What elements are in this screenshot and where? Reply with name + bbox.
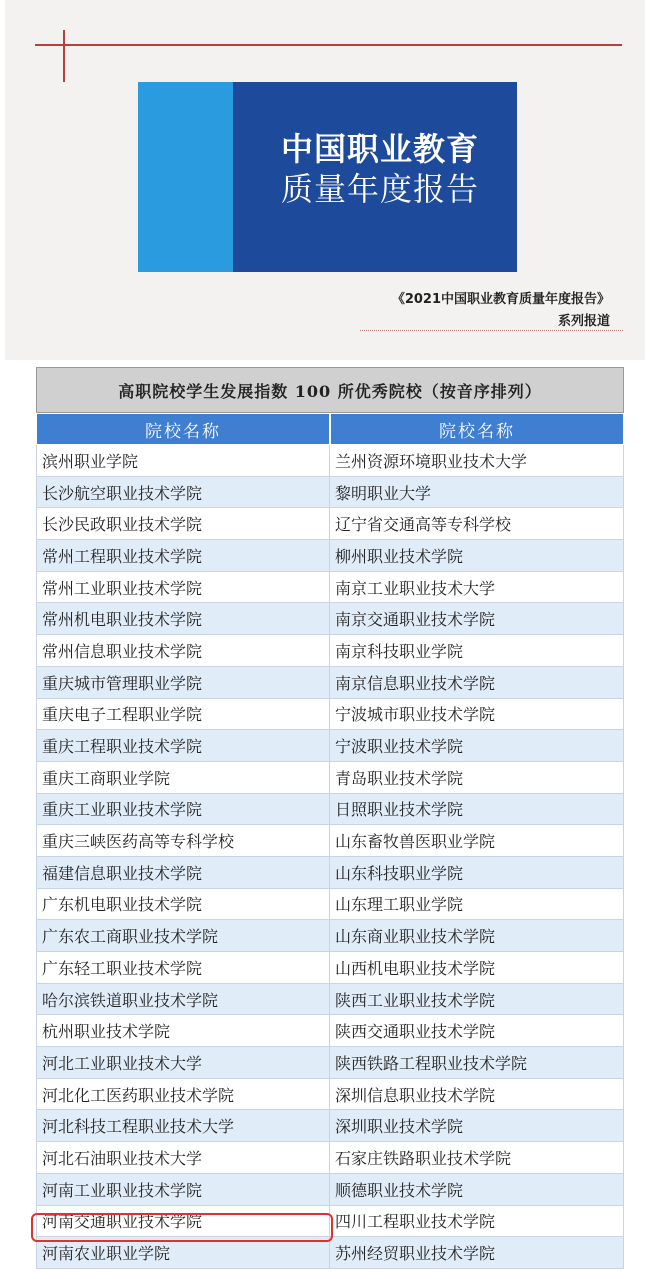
school-name-cell: 南京信息职业技术学院: [330, 667, 624, 699]
school-name-cell: 山东畜牧兽医职业学院: [330, 825, 624, 857]
table-row: [36, 1110, 624, 1142]
school-name-cell: 陕西铁路工程职业技术学院: [330, 1047, 624, 1079]
table-row: [36, 572, 624, 604]
table-header-row: [36, 413, 624, 445]
table-row: [36, 667, 624, 699]
school-name-cell: 河北石油职业技术大学: [36, 1142, 330, 1174]
school-name-cell: 山西机电职业技术学院: [330, 952, 624, 984]
school-name-cell: 重庆三峡医药高等专科学校: [36, 825, 330, 857]
school-name-cell: 南京工业职业技术大学: [330, 572, 624, 604]
school-name-cell: 黎明职业大学: [330, 477, 624, 509]
school-name-cell: 宁波城市职业技术学院: [330, 699, 624, 731]
school-name-cell: 河南交通职业技术学院: [36, 1206, 330, 1238]
school-name-cell: 兰州资源环境职业技术大学: [330, 445, 624, 477]
cover-accent-block: [138, 82, 233, 272]
school-name-cell: 哈尔滨铁道职业技术学院: [36, 984, 330, 1016]
caption-dotted-rule: [360, 330, 623, 331]
school-name-cell: 重庆城市管理职业学院: [36, 667, 330, 699]
school-name-cell: 常州机电职业技术学院: [36, 603, 330, 635]
series-caption: 系列报道: [557, 314, 610, 329]
school-name-cell: 常州信息职业技术学院: [36, 635, 330, 667]
table-row: [36, 1047, 624, 1079]
school-name-cell: 山东商业职业技术学院: [330, 920, 624, 952]
school-name-cell: 青岛职业技术学院: [330, 762, 624, 794]
school-name-cell: 常州工程职业技术学院: [36, 540, 330, 572]
school-name-cell: 柳州职业技术学院: [330, 540, 624, 572]
school-name-cell: 常州工业职业技术学院: [36, 572, 330, 604]
table-row: [36, 857, 624, 889]
table-row: [36, 508, 624, 540]
table-row: [36, 1079, 624, 1111]
table-row: [36, 825, 624, 857]
school-name-cell: 顺德职业技术学院: [330, 1174, 624, 1206]
banner-rule-horizontal: [35, 44, 622, 46]
table-row: [36, 603, 624, 635]
table-row: [36, 699, 624, 731]
school-name-cell: 重庆工程职业技术学院: [36, 730, 330, 762]
column-header: 院校名称: [330, 413, 624, 445]
school-name-cell: 广东农工商职业技术学院: [36, 920, 330, 952]
school-name-cell: 福建信息职业技术学院: [36, 857, 330, 889]
school-name-cell: 山东理工职业学院: [330, 889, 624, 921]
banner-rule-vertical: [63, 30, 65, 82]
schools-table: [36, 367, 624, 1269]
school-name-cell: 杭州职业技术学院: [36, 1015, 330, 1047]
table-row: [36, 1015, 624, 1047]
table-row: [36, 952, 624, 984]
cover-block: [233, 82, 517, 272]
school-name-cell: 河北科技工程职业技术大学: [36, 1110, 330, 1142]
table-row: [36, 889, 624, 921]
school-name-cell: 深圳信息职业技术学院: [330, 1079, 624, 1111]
table-row: [36, 1142, 624, 1174]
report-caption: 《2021中国职业教育质量年度报告》: [391, 292, 610, 307]
school-name-cell: 广东机电职业技术学院: [36, 889, 330, 921]
table-row: [36, 984, 624, 1016]
table-body: [36, 445, 624, 1269]
school-name-cell: 重庆工业职业技术学院: [36, 794, 330, 826]
cover-title-line-1: 中国职业教育: [281, 130, 480, 168]
table-row: [36, 762, 624, 794]
school-name-cell: 南京科技职业学院: [330, 635, 624, 667]
report-banner: [5, 0, 645, 360]
school-name-cell: 长沙航空职业技术学院: [36, 477, 330, 509]
school-name-cell: 河南农业职业学院: [36, 1237, 330, 1269]
table-title: 高职院校学生发展指数 100 所优秀院校（按音序排列）: [36, 367, 624, 413]
table-row: [36, 1174, 624, 1206]
school-name-cell: 四川工程职业技术学院: [330, 1206, 624, 1238]
school-name-cell: 长沙民政职业技术学院: [36, 508, 330, 540]
table-row: [36, 794, 624, 826]
school-name-cell: 河南工业职业技术学院: [36, 1174, 330, 1206]
school-name-cell: 深圳职业技术学院: [330, 1110, 624, 1142]
column-header: 院校名称: [36, 413, 330, 445]
table-row: [36, 477, 624, 509]
table-row: [36, 540, 624, 572]
school-name-cell: 苏州经贸职业技术学院: [330, 1237, 624, 1269]
school-name-cell: 陕西工业职业技术学院: [330, 984, 624, 1016]
school-name-cell: 广东轻工职业技术学院: [36, 952, 330, 984]
school-name-cell: 日照职业技术学院: [330, 794, 624, 826]
school-name-cell: 河北化工医药职业技术学院: [36, 1079, 330, 1111]
school-name-cell: 南京交通职业技术学院: [330, 603, 624, 635]
school-name-cell: 滨州职业学院: [36, 445, 330, 477]
school-name-cell: 陕西交通职业技术学院: [330, 1015, 624, 1047]
table-row: [36, 920, 624, 952]
cover-title-line-2: 质量年度报告: [281, 170, 480, 208]
table-row: [36, 635, 624, 667]
table-row: [36, 730, 624, 762]
school-name-cell: 河北工业职业技术大学: [36, 1047, 330, 1079]
school-name-cell: 重庆工商职业学院: [36, 762, 330, 794]
highlight-box: [31, 1213, 333, 1242]
school-name-cell: 重庆电子工程职业学院: [36, 699, 330, 731]
school-name-cell: 宁波职业技术学院: [330, 730, 624, 762]
table-row: [36, 445, 624, 477]
school-name-cell: 山东科技职业学院: [330, 857, 624, 889]
school-name-cell: 辽宁省交通高等专科学校: [330, 508, 624, 540]
school-name-cell: 石家庄铁路职业技术学院: [330, 1142, 624, 1174]
